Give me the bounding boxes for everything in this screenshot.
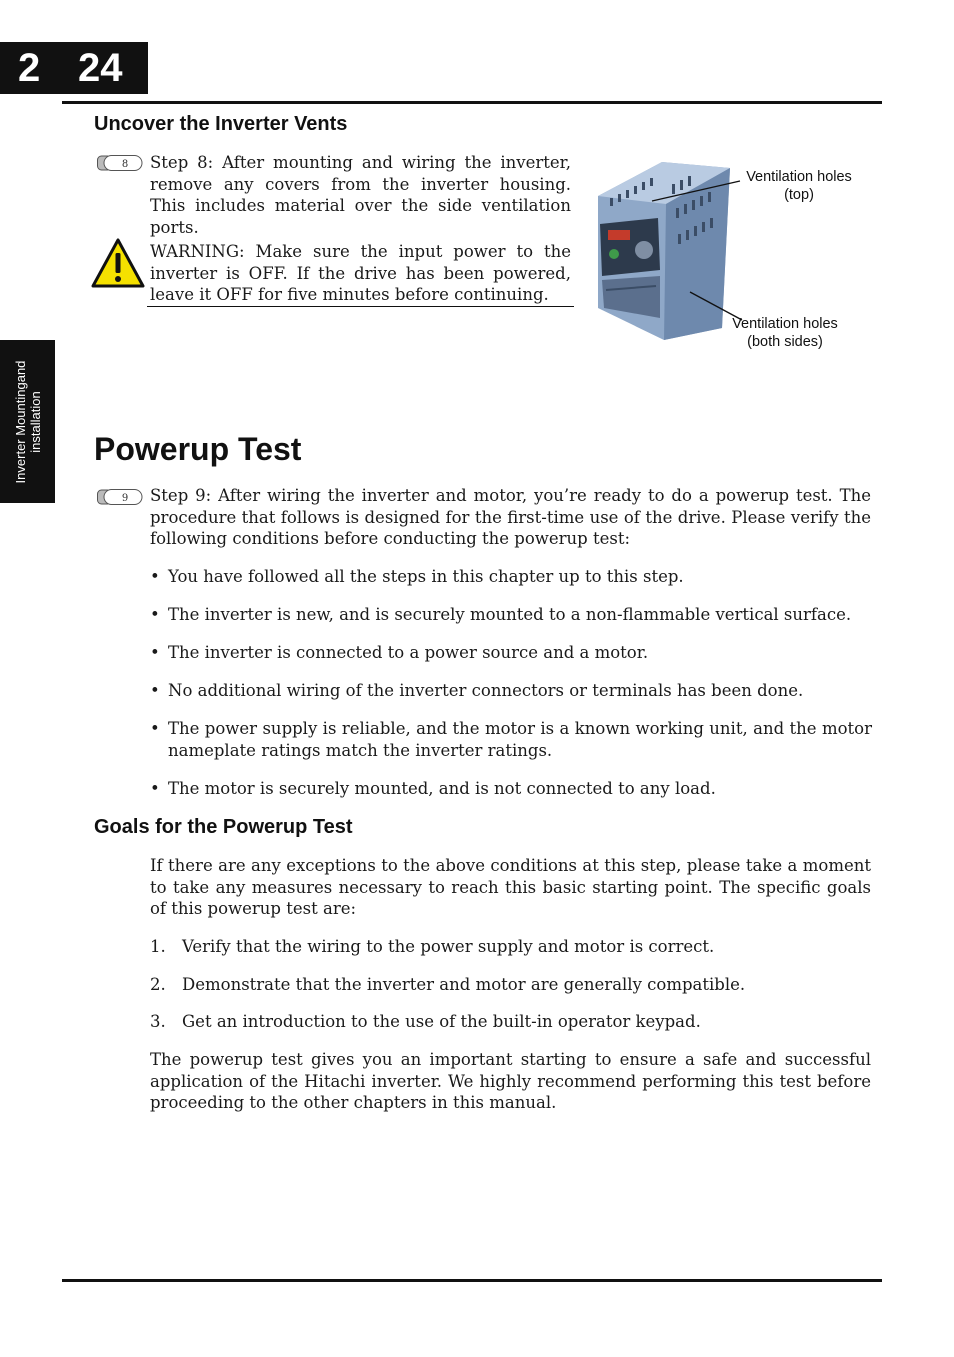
warning-rule xyxy=(147,306,574,307)
list-item: • You have followed all the steps in this chapter up to this step. xyxy=(150,567,684,586)
section-title-powerup-test: Powerup Test xyxy=(94,431,302,467)
svg-text:8: 8 xyxy=(121,159,129,170)
step-8-text: Step 8: After mounting and wiring the inverter, remove any covers from the inverter housing. This includes material over the side ventilation ports. xyxy=(150,153,571,237)
list-item: • No additional wiring of the inverter connectors or terminals has been done. xyxy=(150,681,804,700)
list-item: 2. Demonstrate that the inverter and motor are generally compatible. xyxy=(150,974,746,994)
step-9-text: Step 9: After wiring the inverter and motor, you’re ready to do a powerup test. The procedure that follows is designed for the first-time use of the drive. Please verify the following conditions before conducting the powerup test: xyxy=(150,486,871,548)
figure-label-side: Ventilation holes (both sides) xyxy=(732,316,838,350)
list-item: 3. Get an introduction to the use of the built-in operator keypad. xyxy=(150,1012,701,1031)
side-tab-text: Inverter Mountingand installation xyxy=(12,360,43,483)
warning-text: WARNING: Make sure the input power to the inverter is OFF. If the drive has been powered, leave it OFF for five minutes before continuing. xyxy=(150,242,571,304)
chapter-number: 2 xyxy=(18,46,41,90)
section-title-goals: Goals for the Powerup Test xyxy=(94,816,353,838)
figure-label-top: Ventilation holes (top) xyxy=(746,169,852,203)
list-item: • The motor is securely mounted, and is not connected to any load. xyxy=(150,778,716,798)
page-number-tab xyxy=(0,42,148,94)
closing-paragraph: The powerup test gives you an important starting to ensure a safe and successful application of the Hitachi inverter. We highly recommend performing this test before proceeding to the other chapters in this manual. xyxy=(150,1050,871,1112)
goals-list xyxy=(150,936,872,1049)
step-icon xyxy=(97,488,143,506)
conditions-list xyxy=(150,566,872,816)
list-item: • The inverter is connected to a power source and a motor. xyxy=(150,643,649,662)
warning-icon xyxy=(91,237,145,289)
footer-rule xyxy=(62,1279,882,1282)
header-rule xyxy=(62,101,882,104)
list-item: • The inverter is new, and is securely mounted to a non-flammable vertical surface. xyxy=(150,605,852,624)
chapter-side-tab xyxy=(0,340,55,503)
list-item: 1. Verify that the wiring to the power supply and motor is correct. xyxy=(150,937,715,956)
section-title-uncover-vents: Uncover the Inverter Vents xyxy=(94,113,348,135)
goals-intro: If there are any exceptions to the above conditions at this step, please take a moment to take any measures necessary to reach this basic starting point. The specific goals of this powerup test are: xyxy=(150,856,871,918)
step-icon xyxy=(97,154,143,172)
list-item: • The power supply is reliable, and the motor is a known working unit, and the motor nameplate ratings match the inverter ratings. xyxy=(150,719,872,760)
page-number: 24 xyxy=(78,46,123,90)
svg-text:9: 9 xyxy=(121,493,129,504)
